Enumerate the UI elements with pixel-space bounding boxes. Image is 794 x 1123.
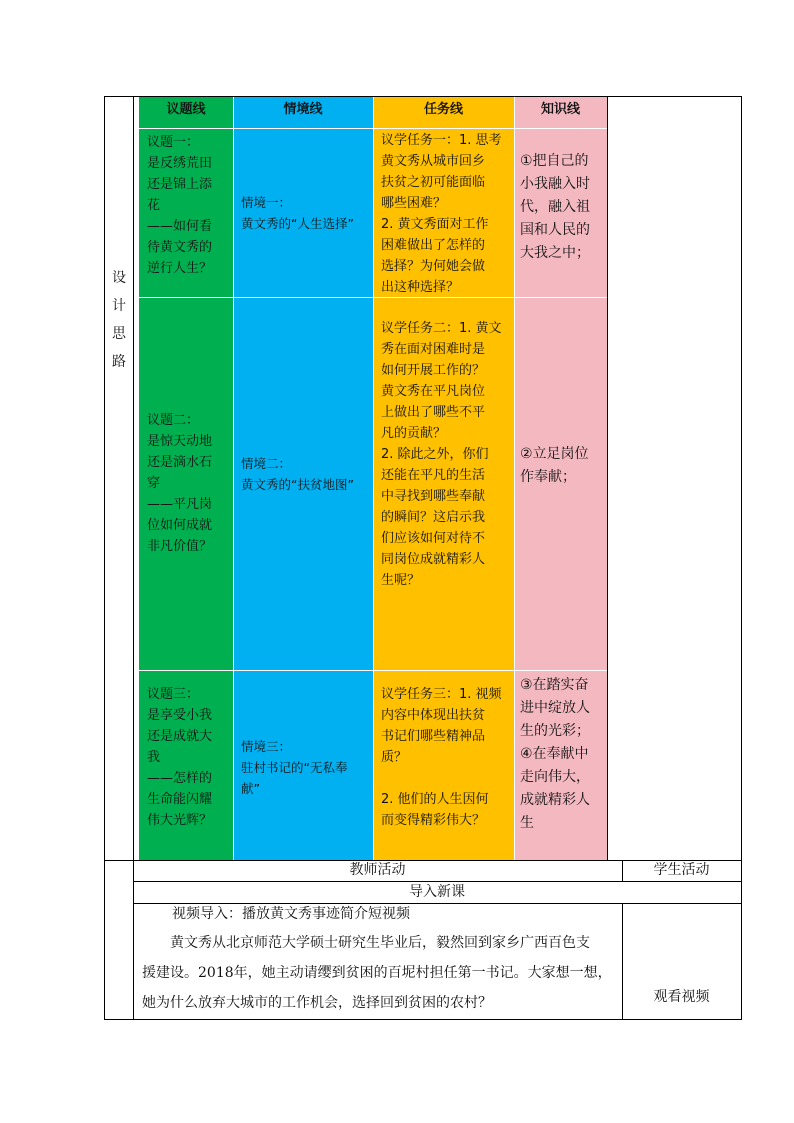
row1-knowledge: ①把自己的 小我融入时 代，融入祖 国和人民的 大我之中； [520,153,590,261]
row2-topic: 议题二： 是惊天动地 还是滴水石 穿 ——平凡岗 位如何成就 非凡价值？ [147,413,213,554]
student-activity-header: 学生活动 [653,862,710,878]
row1-context: 情境一： 黄文秀的“人生选择” [241,195,354,231]
row1-task: 议学任务一：1. 思考 黄文秀从城市回乡 扶贫之初可能面临 哪些困难？ 2. 黄文秀面对工作 困难做出了怎样的 选择？为何她会做 出这种选择？ [381,133,502,295]
intro-paragraph: 黄文秀从北京师范大学硕士研究生毕业后，毅然回到家乡广西百色支 援建设。2018年，她主动请缨到贫困的百坭村担任第一书记。大家想一想， 她为什么放弃大城市的工作机会，选择回到贫困的农村？ [142,935,612,1011]
intro-line: 视频导入：播放黄文秀事迹简介短视频 [172,906,410,922]
row2-task: 议学任务二：1. 黄文 秀在面对困难时是 如何开展工作的？ 黄文秀在平凡岗位 上做出了哪些不平 凡的贡献？ 2. 除此之外，你们 还能在平凡的生活 中寻找到哪些奉献 的瞬间？这启示我 们应该如何对待不 同岗位成就精彩人 生呢？ [381,321,502,588]
design-thinking-label: 设 计 思 路 [112,270,126,370]
section-title: 导入新课 [409,884,465,900]
header-knowledge: 知识线 [540,102,580,117]
student-action: 观看视频 [653,989,710,1005]
header-context: 情境线 [283,102,323,117]
row3-topic: 议题三： 是享受小我 还是成就大 我 ——怎样的 生命能闪耀 伟大光辉？ [147,687,213,828]
header-topic: 议题线 [166,102,206,117]
row3-knowledge: ③在踏实奋 进中绽放人 生的光彩； ④在奉献中 走向伟大， 成就精彩人 生 [520,677,590,831]
row3-context: 情境三： 驻村书记的“无私奉 献” [241,739,348,796]
header-task: 任务线 [423,102,463,117]
row2-knowledge: ②立足岗位 作奉献； [520,446,589,485]
row1-topic: 议题一： 是反绣荒田 还是锦上添 花 ——如何看 待黄文秀的 逆行人生？ [147,135,213,276]
teacher-activity-header: 教师活动 [349,862,406,878]
row3-task: 议学任务三：1. 视频 内容中体现出扶贫 书记们哪些精神品 质？ 2. 他们的人生因何 而变得精彩伟大？ [381,687,502,828]
row2-context: 情境二： 黄文秀的“扶贫地图” [241,456,354,492]
